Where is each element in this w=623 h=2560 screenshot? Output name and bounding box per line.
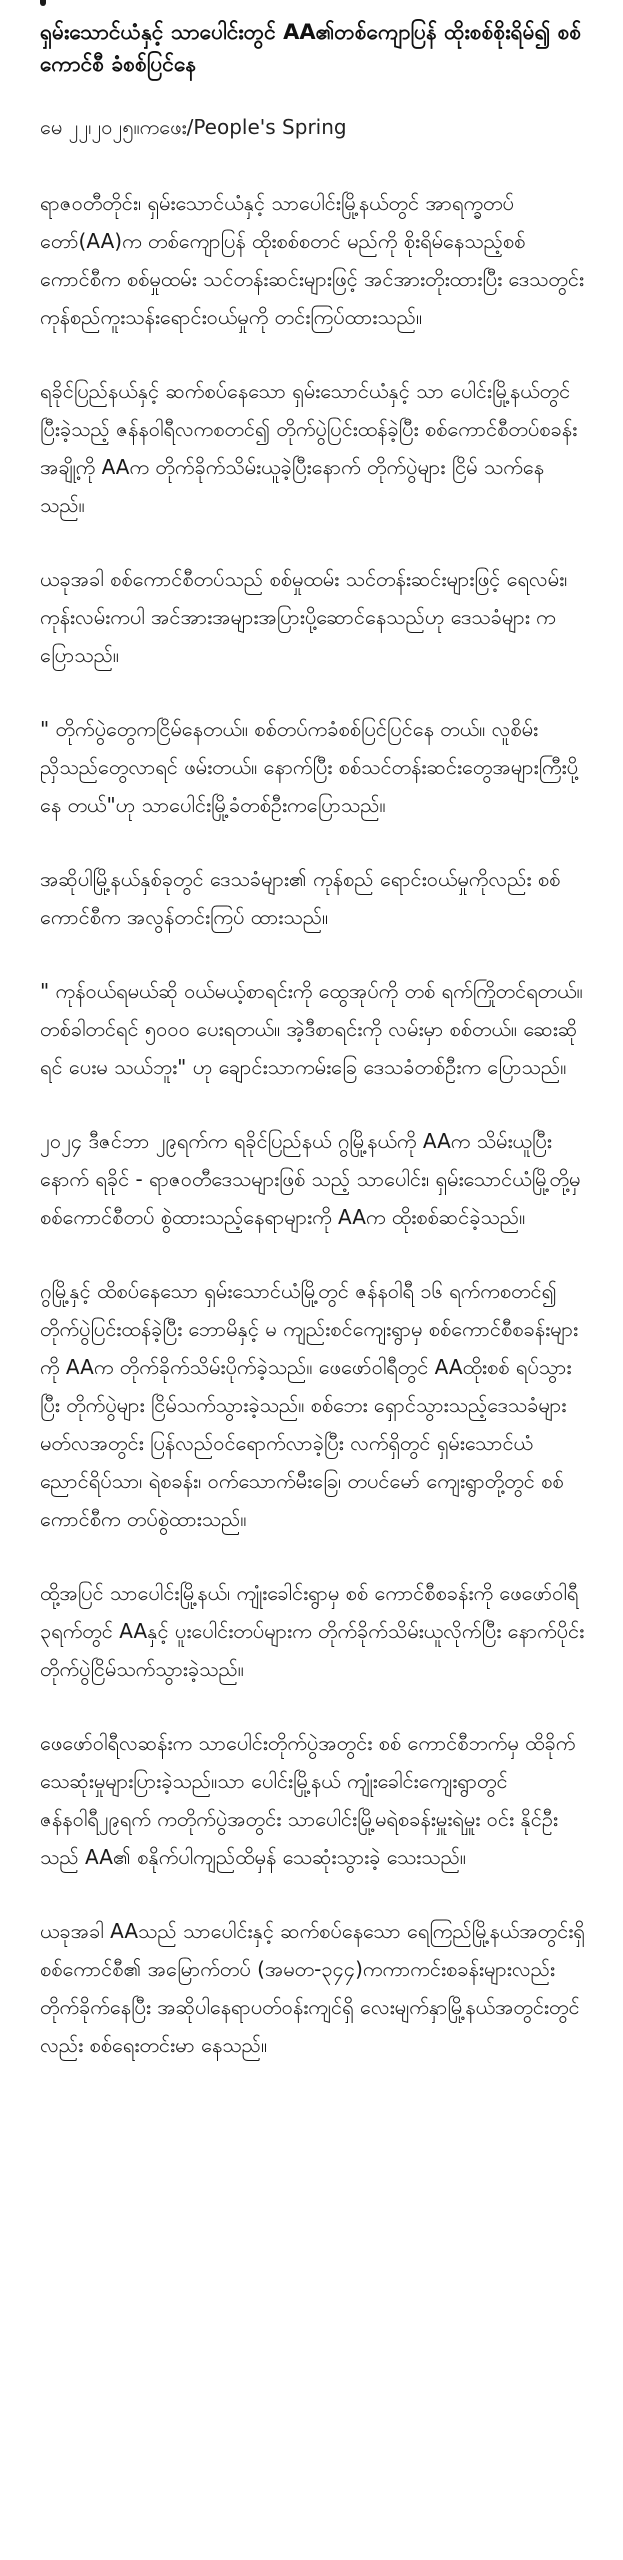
article-paragraph-10: ဖေဖော်ဝါရီလဆန်းက သာပေါင်းတိုက်ပွဲအတွင်း စစ် ကောင်စီဘက်မှ ထိခိုက်သေဆုံးမှုများပြားခဲ့သည်။သာ ပေါင်းမြို့နယ် ကျုံးခေါင်းကျေးရွာတွင် ဇန်နဝါရီ၂၉ရက် ကတိုက်ပွဲအတွင်း သာပေါင်းမြို့မရဲစခန်းမှူးရဲမှူး ဝင်း နိုင်ဦးသည် AA၏ စနိုက်ပါကျည်ထိမှန် သေဆုံးသွားခဲ့ သေးသည်။ xyxy=(40,1731,576,1869)
article-paragraph-7: ၂၀၂၄ ဒီဇင်ဘာ ၂၉ရက်က ရခိုင်ပြည်နယ် ဂွမြို့နယ်ကို AAက သိမ်းယူပြီးနောက် ရခိုင် - ရာဇဝတီဒေသများဖြစ် သည့် သာပေါင်း၊ ရှမ်းသောင်ယံမြို့တို့မှ စစ်ကောင်စီတပ် စွဲထားသည့်နေရာများကို AAက ထိုးစစ်ဆင်ခဲ့သည်။ xyxy=(40,1129,581,1229)
article-paragraph-3: ယခုအခါ စစ်ကောင်စီတပ်သည် စစ်မှုထမ်း သင်တန်းဆင်းများဖြင့် ရေလမ်း၊ ကုန်းလမ်းကပါ အင်အားအများအပြားပို့ဆောင်နေသည်ဟု ဒေသခံများ က ပြောသည်။ xyxy=(40,567,568,667)
top-edge-mark xyxy=(40,0,46,6)
article-paragraph-2: ရခိုင်ပြည်နယ်နှင့် ဆက်စပ်နေသော ရှမ်းသောင်ယံနှင့် သာ ပေါင်းမြို့နယ်တွင် ပြီးခဲ့သည့် ဇန်နဝါရီလကစတင်၍ တိုက်ပွဲပြင်းထန်ခဲ့ပြီး စစ်ကောင်စီတပ်စခန်းအချို့ကို AAက တိုက်ခိုက်သိမ်းယူခဲ့ပြီးနောက် တိုက်ပွဲများ ငြိမ် သက်နေသည်။ xyxy=(40,379,578,517)
article-paragraph-5: အဆိုပါမြို့နယ်နှစ်ခုတွင် ဒေသခံများ၏ ကုန်စည် ရောင်းဝယ်မှုကိုလည်း စစ်ကောင်စီက အလွန်တင်းကြပ် ထားသည်။ xyxy=(40,867,561,929)
article-paragraph-9: ထို့အပြင် သာပေါင်းမြို့နယ်၊ ကျုံးခေါင်းရွာမှ စစ် ကောင်စီစခန်းကို ဖေဖော်ဝါရီ ၃ရက်တွင် AAနှင့် ပူးပေါင်းတပ်များက တိုက်ခိုက်သိမ်းယူလိုက်ပြီး နောက်ပိုင်း တိုက်ပွဲငြိမ်သက်သွားခဲ့သည်။ xyxy=(40,1581,585,1681)
article-dateline: မေ ၂၂၊၂၀၂၅။ကဖေး/People's Spring xyxy=(40,115,347,139)
article-title: ရှမ်းသောင်ယံနှင့် သာပေါင်းတွင် AA၏တစ်ကျောပြန် ထိုးစစ်စိုးရိမ်၍ စစ်ကောင်စီ ခံစစ်ပြင်နေ xyxy=(40,20,582,76)
article-paragraph-1: ရာဇဝတီတိုင်း၊ ရှမ်းသောင်ယံနှင့် သာပေါင်းမြို့နယ်တွင် အာရက္ခတပ်တော်(AA)က တစ်ကျောပြန် ထိုးစစ်စတင် မည်ကို စိုးရိမ်နေသည့်စစ်ကောင်စီက စစ်မှုထမ်း သင်တန်းဆင်းများဖြင့် အင်အားတိုးထားပြီး ဒေသတွင်း ကုန်စည်ကူးသန်းရောင်းဝယ်မှုကို တင်းကြပ်ထားသည်။ xyxy=(40,191,585,329)
article-paragraph-8: ဂွမြို့နှင့် ထိစပ်နေသော ရှမ်းသောင်ယံမြို့တွင် ဇန်နဝါရီ ၁၆ ရက်ကစတင်၍ တိုက်ပွဲပြင်းထန်ခဲ့ပြီး ဘောမိနှင့် မ ကျည်းစင်ကျေးရွာမှ စစ်ကောင်စီစခန်းများကို AAက တိုက်ခိုက်သိမ်းပိုက်ခဲ့သည်။ ဖေဖော်ဝါရီတွင် AAထိုးစစ် ရပ်သွားပြီး တိုက်ပွဲများ ငြိမ်သက်သွားခဲ့သည်။ စစ်ဘေး ရှောင်သွားသည့်ဒေသခံများ မတ်လအတွင်း ပြန်လည်ဝင်ရောက်လာခဲ့ပြီး လက်ရှိတွင် ရှမ်းသောင်ယံ ညောင်ရိပ်သာ၊ ရဲစခန်း၊ ဝက်သောက်မီးခြေ၊ တပင်မော် ကျေးရွာတို့တွင် စစ်ကောင်စီက တပ်စွဲထားသည်။ xyxy=(40,1279,579,1531)
article-paragraph-6: " ကုန်ဝယ်ရမယ်ဆို ဝယ်မယ့်စာရင်းကို ထွေအုပ်ကို တစ် ရက်ကြိုတင်ရတယ်။ တစ်ခါတင်ရင် ၅၀၀၀ ပေးရတယ်။ အဲ့ဒီစာရင်းကို လမ်းမှာ စစ်တယ်။ ဆေးဆိုရင် ပေးမ သယ်ဘူး" ဟု ချောင်းသာကမ်းခြေ ဒေသခံတစ်ဦးက ပြောသည်။ xyxy=(40,979,583,1079)
article-paragraph-4: " တိုက်ပွဲတွေကငြိမ်နေတယ်။ စစ်တပ်ကခံစစ်ပြင်ပြင်နေ တယ်။ လူစိမ်းညှိသည်တွေလာရင် ဖမ်းတယ်။ နောက်ပြီး စစ်သင်တန်းဆင်းတွေအများကြီးပို့နေ တယ်"ဟု သာပေါင်းမြို့ခံတစ်ဦးကပြောသည်။ xyxy=(40,717,579,817)
article-paragraph-11: ယခုအခါ AAသည် သာပေါင်းနှင့် ဆက်စပ်နေသော ရေကြည်မြို့နယ်အတွင်းရှိ စစ်ကောင်စီ၏ အမြောက်တပ် (အမတ-၃၄၄)ကကာကင်းစခန်းများလည်း တိုက်ခိုက်နေပြီး အဆိုပါနေရာပတ်ဝန်းကျင်ရှိ လေးမျက်နှာမြို့နယ်အတွင်းတွင်လည်း စစ်ရေးတင်းမာ နေသည်။ xyxy=(40,1919,585,2057)
